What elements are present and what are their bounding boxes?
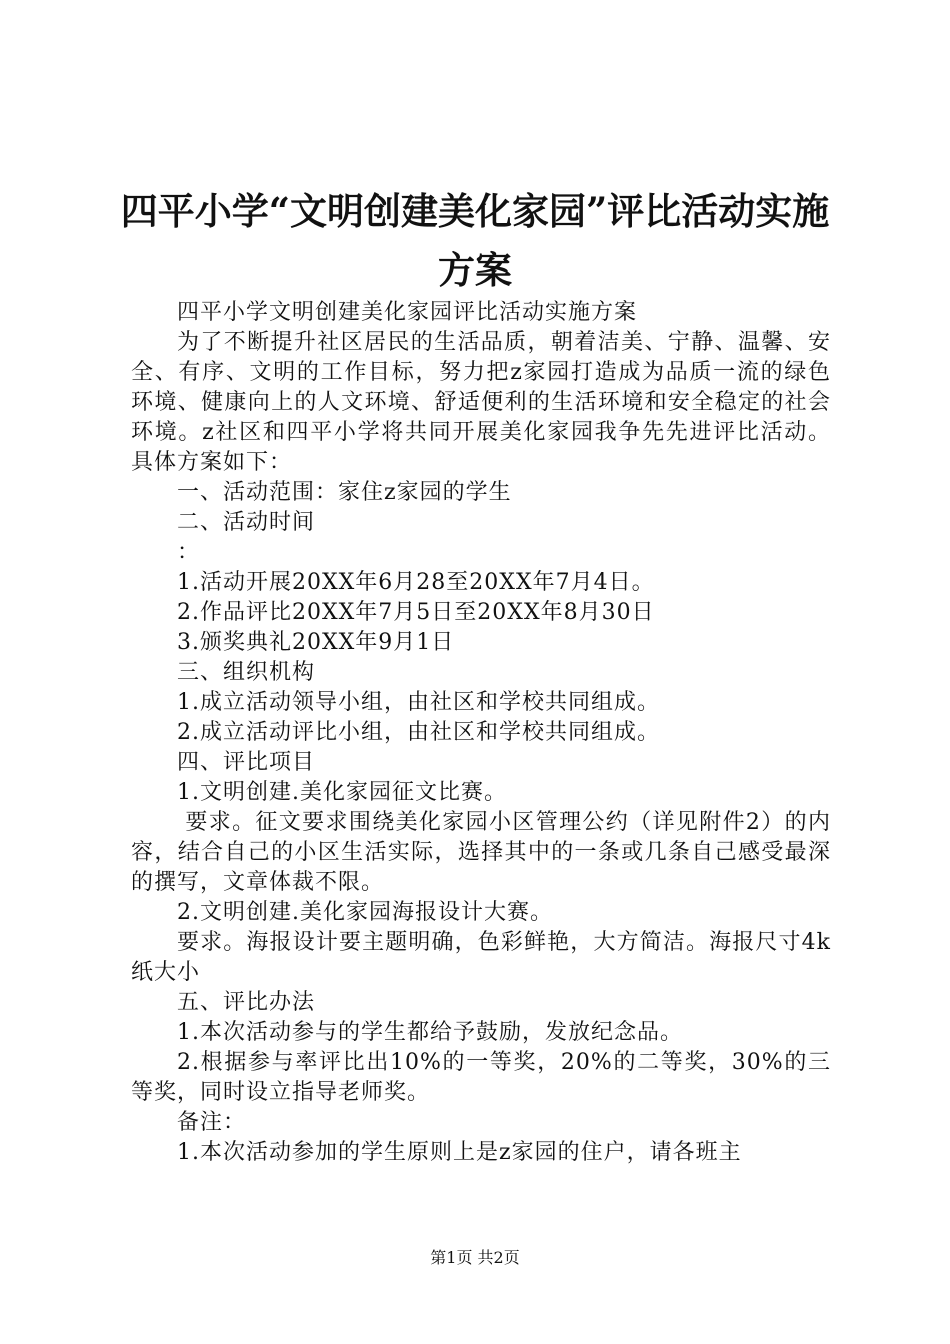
section-heading-items: 四、评比项目	[177, 750, 316, 775]
list-item-essay-contest: 1.文明创建.美化家园征文比赛。	[177, 780, 507, 805]
paragraph-essay-requirements: 要求。征文要求围绕美化家园小区管理公约（详见附件2）的内容，结合自己的小区生活实际，选择其中的一条或几条自己感受最深的撰写，文章体裁不限。	[131, 810, 832, 895]
section-heading-method: 五、评比办法	[177, 990, 316, 1015]
document-title-line-2: 方案	[438, 248, 512, 292]
page-footer: 第1页 共2页	[430, 1248, 520, 1267]
list-item-poster-contest: 2.文明创建.美化家园海报设计大赛。	[177, 900, 553, 925]
paragraph-intro: 为了不断提升社区居民的生活品质，朝着洁美、宁静、温馨、安全、有序、文明的工作目标，努力把z家园打造成为品质一流的绿色环境、健康向上的人文环境、舒适便利的生活环境和安全稳定的社会环境。z社区和四平小学将共同开展美化家园我争先先进评比活动。具体方案如下：	[131, 330, 831, 475]
list-item-notes-1: 1.本次活动参加的学生原则上是z家园的住户，请各班主	[177, 1140, 742, 1165]
list-item-time-1: 1.活动开展20XX年6月28至20XX年7月4日。	[177, 570, 655, 595]
paragraph-subtitle: 四平小学文明创建美化家园评比活动实施方案	[177, 300, 638, 325]
list-item-organization-2: 2.成立活动评比小组，由社区和学校共同组成。	[177, 720, 660, 745]
list-item-time-2: 2.作品评比20XX年7月5日至20XX年8月30日	[177, 600, 655, 625]
list-item-method-1: 1.本次活动参与的学生都给予鼓励，发放纪念品。	[177, 1020, 683, 1045]
section-heading-scope: 一、活动范围：家住z家园的学生	[177, 480, 512, 505]
section-heading-organization: 三、组织机构	[177, 660, 316, 685]
document-title-line-1: 四平小学“文明创建美化家园”评比活动实施	[120, 189, 830, 233]
paragraph-colon: ：	[177, 540, 201, 565]
paragraph-poster-requirements: 要求。海报设计要主题明确，色彩鲜艳，大方简洁。海报尺寸4k纸大小	[131, 930, 831, 985]
list-item-method-2: 2.根据参与率评比出10%的一等奖，20%的二等奖，30%的三等奖，同时设立指导老师奖。	[131, 1050, 831, 1105]
section-heading-notes: 备注：	[177, 1110, 247, 1135]
section-heading-time: 二、活动时间	[177, 510, 316, 535]
list-item-time-3: 3.颁奖典礼20XX年9月1日	[177, 630, 455, 655]
list-item-organization-1: 1.成立活动领导小组，由社区和学校共同组成。	[177, 690, 660, 715]
document-body	[131, 298, 831, 1168]
